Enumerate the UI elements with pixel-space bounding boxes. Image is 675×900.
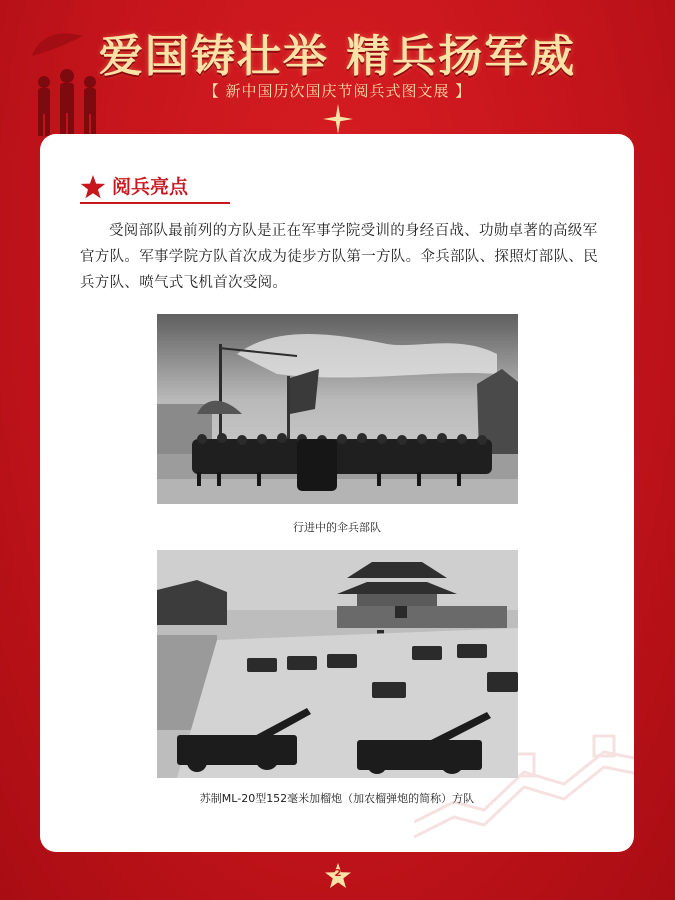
section-underline — [80, 202, 230, 204]
paratroopers-photo — [157, 314, 518, 504]
photo-caption: 行进中的伞兵部队 — [293, 521, 381, 534]
page-subtitle: 【 新中国历次国庆节阅兵式图文展 】 — [203, 82, 472, 100]
content-card — [40, 134, 634, 852]
photo-caption: 苏制ML-20型152毫米加榴炮（加农榴弹炮的简称）方队 — [199, 792, 475, 805]
page-number: 2 — [334, 868, 342, 879]
page-header — [0, 0, 675, 140]
page-title: 爱国铸壮举 精兵扬军威 — [98, 31, 577, 82]
artillery-photo — [157, 550, 518, 778]
red-star-icon — [80, 174, 106, 200]
section-title: 阅兵亮点 — [112, 176, 189, 198]
gold-star-icon — [323, 104, 353, 134]
section-paragraph: 受阅部队最前列的方队是正在军事学院受训的身经百战、功勋卓著的高级军官方队。军事学院方队首次成为徒步方队第一方队。伞兵部队、探照灯部队、民兵方队、喷气式飞机首次受阅。 — [80, 223, 598, 291]
section-heading — [80, 172, 230, 202]
